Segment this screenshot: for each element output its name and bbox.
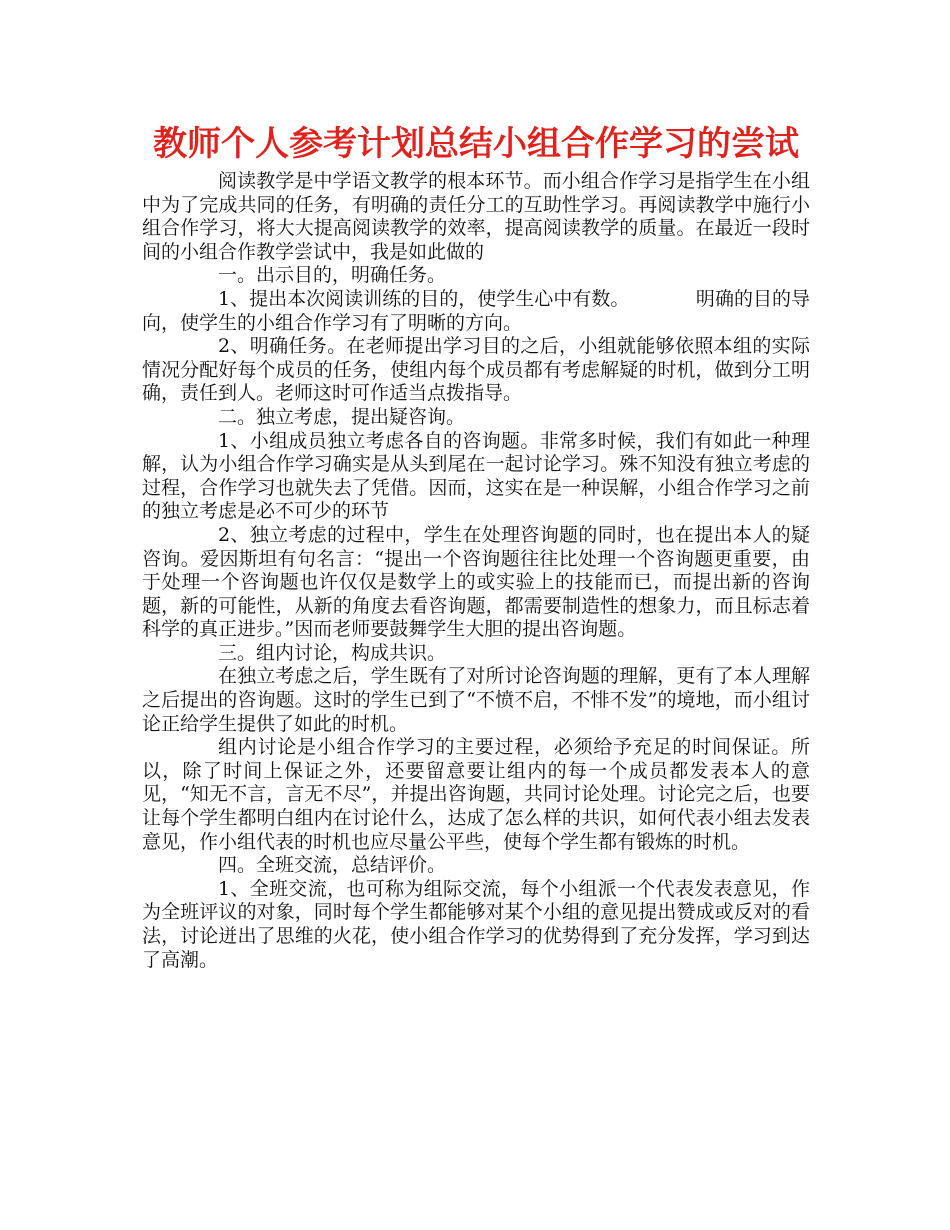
paragraph: 阅读教学是中学语文教学的根本环节。而小组合作学习是指学生在小组中为了完成共同的任务，有明确的责任分工的互助性学习。再阅读教学中施行小组合作学习，将大大提高阅读教学的效率，提高阅读教学的质量。在最近一段时间的小组合作教学尝试中，我是如此做的 (142, 170, 810, 263)
section-heading: 二。独立考虑，提出疑咨询。 (218, 405, 466, 428)
document-title: 教师个人参考计划总结小组合作学习的尝试 (153, 124, 799, 164)
paragraph: 2、明确任务。在老师提出学习目的之后，小组就能够依照本组的实际情况分配好每个成员的任务，使组内每个成员都有考虑解疑的时机，做到分工明确，责任到人。老师这时可作适当点拨指导。 (142, 335, 810, 405)
document-body (142, 170, 810, 972)
paragraph: 2、独立考虑的过程中，学生在处理咨询题的同时，也在提出本人的疑咨询。爱因斯坦有句名言：“提出一个咨询题往往比处理一个咨询题更重要，由于处理一个咨询题也许仅仅是数学上的或实验上的技能而已，而提出新的咨询题，新的可能性，从新的角度去看咨询题，都需要制造性的想象力，而且标志着科学的真正进步。”因而老师要鼓舞学生大胆的提出咨询题。 (142, 523, 810, 641)
paragraph: 1、小组成员独立考虑各自的咨询题。非常多时候，我们有如此一种理解，认为小组合作学习确实是从头到尾在一起讨论学习。殊不知没有独立考虑的过程，合作学习也就失去了凭借。因而，这实在是一种误解，小组合作学习之前的独立考虑是必不可少的环节 (142, 429, 810, 523)
document-page (142, 120, 810, 972)
section-heading: 三。组内讨论，构成共识。 (218, 641, 447, 664)
section-heading: 一。出示目的，明确任务。 (218, 264, 447, 287)
paragraph: 组内讨论是小组合作学习的主要过程，必须给予充足的时间保证。所以，除了时间上保证之外，还要留意要让组内的每一个成员都发表本人的意见，“知无不言，言无不尽”，并提出咨询题，共同讨论处理。讨论完之后，也要让每个学生都明白组内在讨论什么，达成了怎么样的共识，如何代表小组去发表意见，作小组代表的时机也应尽量公平些，使每个学生都有锻炼的时机。 (142, 736, 810, 853)
paragraph: 在独立考虑之后，学生既有了对所讨论咨询题的理解，更有了本人理解之后提出的咨询题。这时的学生已到了“不愤不启，不悱不发”的境地，而小组讨论正给学生提供了如此的时机。 (142, 665, 810, 735)
section-heading: 四。全班交流，总结评价。 (218, 854, 447, 877)
paragraph: 1、提出本次阅读训练的目的，使学生心中有数。 明确的目的导向，使学生的小组合作学习有了明晰的方向。 (142, 287, 810, 334)
paragraph: 1、全班交流，也可称为组际交流，每个小组派一个代表发表意见，作为全班评议的对象，同时每个学生都能够对某个小组的意见提出赞成或反对的看法，讨论迸出了思维的火花，使小组合作学习的优势得到了充分发挥，学习到达了高潮。 (142, 877, 810, 971)
